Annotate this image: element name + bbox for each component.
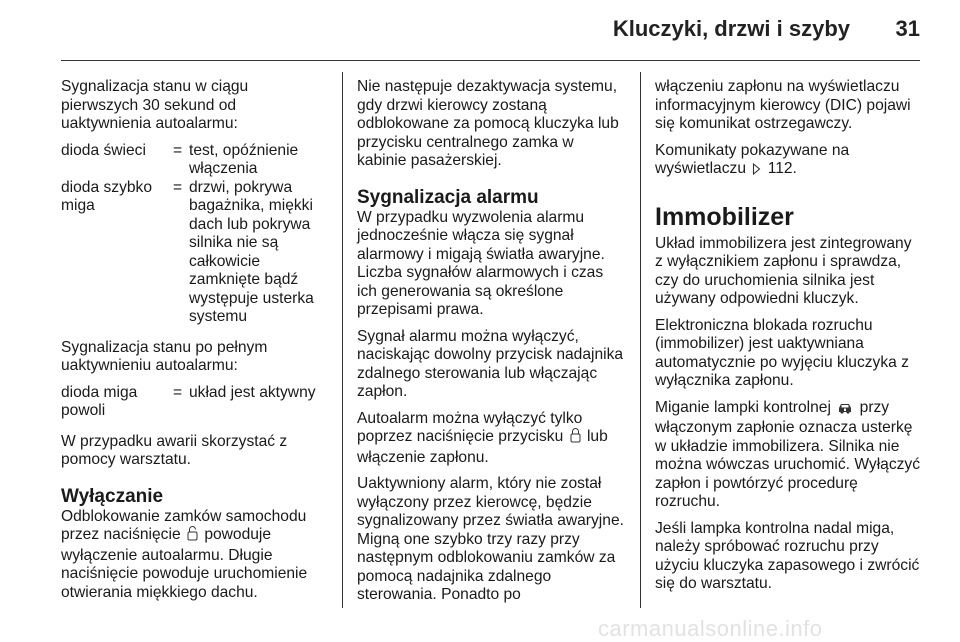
definition-term: dioda miga powoli — [61, 383, 138, 419]
paragraph-text: Autoalarm można wyłączyć tylko poprzez naciśnięcie przycisku — [357, 409, 583, 445]
header-divider — [61, 60, 920, 61]
definition-description: układ jest aktywny — [189, 383, 316, 401]
unlock-icon — [187, 526, 198, 547]
paragraph — [357, 410, 627, 468]
definition-description: test, opóźnienie włączenia — [189, 141, 299, 177]
immobilizer-icon — [837, 401, 853, 420]
definition-row — [61, 179, 329, 327]
paragraph — [655, 399, 923, 512]
column-divider-2 — [640, 72, 641, 608]
paragraph: Elektroniczna blokada rozruchu (immobilizer) jest uaktywniana automatycznie po wyjęciu kluczyka z wyłącznika zapłonu. — [655, 316, 909, 389]
watermark: carmanualsonline.info — [598, 616, 823, 641]
paragraph: Nie następuje dezaktywacja systemu, gdy drzwi kierowcy zostaną odblokowane za pomocą kluczyka lub przycisku centralnego zamka w kabinie pasażerskiej. — [357, 78, 619, 169]
definition-row — [61, 384, 329, 421]
lock-icon — [570, 428, 581, 449]
paragraph — [61, 508, 329, 603]
paragraph: Sygnalizacja stanu w ciągu pierwszych 30 sekund od uaktywnienia autoalarmu: — [61, 78, 249, 132]
column-1 — [61, 78, 329, 610]
paragraph-text: Komunikaty pokazywane na wyświetlaczu — [655, 141, 850, 177]
paragraph: W przypadku wyzwolenia alarmu jednocześnie włącza się sygnał alarmowy i migają światła awaryjne. Liczba sygnałów alarmowych i czas ich generowania są określone przepisami prawa. — [357, 208, 605, 318]
paragraph-text: przy włączonym zapłonie oznacza usterkę w układzie immobilizera. Silnika nie można wówczas uruchomić. Wyłączyć zapłon i powtórzyć procedurę rozruchu. — [655, 398, 921, 510]
page-reference: 112. — [767, 160, 797, 177]
paragraph: włączeniu zapłonu na wyświetlaczu informacyjnym kierowcy (DIC) pojawi się komunikat ostrzegawczy. — [655, 78, 911, 132]
section-heading-sygnalizacja-alarmu: Sygnalizacja alarmu — [357, 186, 539, 208]
paragraph-text: lub włączenie zapłonu. — [357, 428, 608, 466]
reference-arrow-icon — [752, 162, 761, 181]
paragraph-text: powoduje wyłączenie autoalarmu. Długie naciśnięcie powoduje uruchomienie otwierania miękkiego dachu. — [61, 526, 308, 601]
column-divider-1 — [342, 72, 343, 608]
paragraph: Sygnał alarmu można wyłączyć, naciskając dowolny przycisk nadajnika zdalnego sterowania lub włączając zapłon. — [357, 327, 624, 400]
paragraph: Uaktywniony alarm, który nie został wyłączony przez kierowcę, będzie sygnalizowany przez światła awaryjne. Migną one szybko trzy razy przy następnym odblokowaniu zamków za pomocą nadajnika zdalnego sterowania. Ponadto po — [357, 475, 624, 603]
definition-row — [61, 142, 329, 179]
paragraph-text: Odblokowanie zamków samochodu przez naciśnięcie — [61, 507, 307, 543]
section-heading-immobilizer: Immobilizer — [655, 202, 794, 231]
paragraph: Jeśli lampka kontrolna nadal miga, należy spróbować rozruchu przy użyciu kluczyka zapasowego i zwrócić się do warsztatu. — [655, 519, 920, 592]
definition-term: dioda szybko miga — [61, 178, 153, 214]
paragraph: Sygnalizacja stanu po pełnym uaktywnieniu autoalarmu: — [61, 338, 268, 374]
definition-equals: = — [173, 178, 183, 196]
definition-equals: = — [173, 141, 183, 159]
column-3 — [655, 78, 923, 602]
column-2 — [357, 78, 627, 613]
page-title: Kluczyki, drzwi i szyby — [612, 16, 850, 41]
section-heading-wylaczanie: Wyłączanie — [61, 485, 164, 507]
paragraph-text: Miganie lampki kontrolnej — [655, 398, 831, 416]
definition-term: dioda świeci — [61, 141, 146, 159]
definition-equals: = — [173, 383, 183, 401]
paragraph: W przypadku awarii skorzystać z pomocy warsztatu. — [61, 432, 288, 468]
page-number: 31 — [895, 16, 920, 41]
definition-description: drzwi, pokrywa bagażnika, miękki dach lub pokrywa silnika nie są całkowicie zamknięte bądź występuje usterka systemu — [189, 178, 314, 325]
paragraph — [655, 142, 923, 181]
paragraph: Układ immobilizera jest zintegrowany z wyłącznikiem zapłonu i sprawdza, czy do uruchomienia silnika jest używany odpowiedni kluczyk. — [655, 234, 912, 307]
